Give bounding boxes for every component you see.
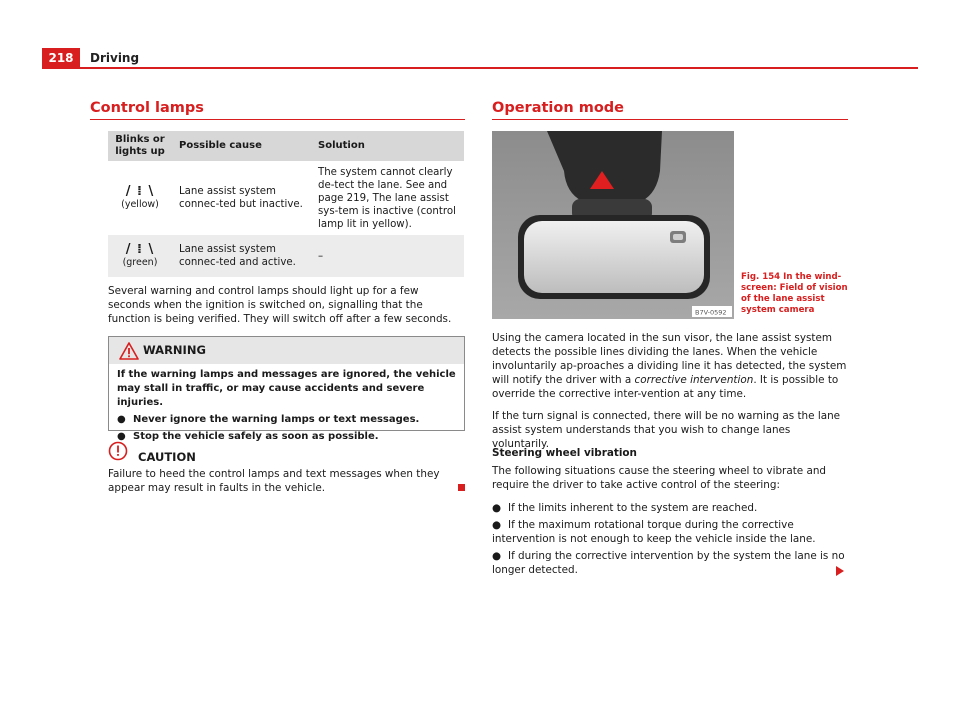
caution-text: Failure to heed the control lamps and text messages when they appear may result in faults in the vehicle. (108, 468, 440, 494)
header-rule (42, 67, 918, 69)
control-lamps-heading-rule (90, 119, 465, 120)
list-item (492, 501, 848, 515)
bullet-dot: ● (117, 431, 126, 442)
warning-title: WARNING (143, 343, 206, 357)
operation-mode-heading: Operation mode (492, 100, 624, 116)
page-number: 218 (42, 48, 80, 68)
control-lamps-table (108, 131, 464, 277)
lamp-color-label: (green) (122, 257, 158, 268)
mirror-camera-figure (492, 131, 734, 319)
operation-paragraph (492, 331, 848, 401)
caution-title: CAUTION (138, 450, 196, 464)
cause-cell: Lane assist system connec-ted but inactive. (172, 161, 311, 235)
corrective-intervention-term: corrective intervention (634, 374, 754, 386)
steering-vibration-paragraph: The following situations cause the steering wheel to vibrate and require the driver to take active control of the steering: (492, 465, 827, 491)
vibration-bullet: If during the corrective intervention by the system the lane is no longer detected. (492, 550, 845, 576)
column-header: Solution (311, 131, 464, 161)
section-title: Driving (90, 51, 140, 65)
lane-assist-lamp-icon: / ⁞ \ (125, 242, 155, 257)
cause-cell: Lane assist system connec-ted and active. (172, 235, 311, 277)
bullet-dot: ● (492, 519, 502, 531)
warning-body (117, 368, 457, 444)
list-item (117, 413, 457, 427)
bullet-dot: ● (117, 414, 126, 425)
figure-code: B7V-0592 (695, 308, 727, 317)
caution-icon (108, 441, 128, 461)
warning-triangle-icon (119, 342, 139, 360)
operation-mode-heading-rule (492, 119, 848, 120)
column-header: Possible cause (172, 131, 311, 161)
section-end-marker (458, 484, 465, 491)
vibration-bullet: If the maximum rotational torque during the corrective intervention is not enough to keep the vehicle inside the lane. (492, 519, 816, 545)
steering-vibration-subheading: Steering wheel vibration (492, 447, 637, 459)
list-item (492, 518, 848, 546)
rearview-mirror-illustration (492, 131, 734, 319)
table-header-row (108, 131, 464, 161)
table-row (108, 161, 464, 235)
list-item (117, 430, 457, 444)
lane-assist-lamp-icon: / ⁞ \ (125, 184, 155, 199)
solution-cell: – (311, 235, 464, 277)
operation-para1-end: . It is possible to override the corrective inter-vention at any time. (492, 374, 839, 400)
list-item (492, 549, 848, 577)
table-row (108, 235, 464, 277)
lamp-color-label: (yellow) (121, 199, 159, 210)
vibration-bullet: If the limits inherent to the system are reached. (508, 502, 758, 514)
turn-signal-paragraph: If the turn signal is connected, there will be no warning as the lane assist system understands that you wish to change lanes voluntarily. (492, 410, 841, 450)
continue-arrow-icon (836, 566, 844, 576)
control-lamps-note: Several warning and control lamps should light up for a few seconds when the ignition is switched on, signalling that the function is being verified. They will switch off after a few seconds. (108, 285, 452, 325)
bullet-dot: ● (492, 550, 502, 562)
warning-box (108, 336, 465, 442)
figure-caption: Fig. 154 In the wind-screen: Field of vision of the lane assist system camera (741, 272, 848, 315)
solution-cell: The system cannot clearly de-tect the lane. See and page 219, The lane assist sys-tem is inactive (control lamp lit in yellow). (311, 161, 464, 235)
column-header: Blinks or lights up (108, 131, 172, 161)
warning-bullet: Stop the vehicle safely as soon as possible. (133, 431, 379, 442)
lamp-cell (108, 161, 172, 235)
operation-para1-start: Using the camera located in the sun visor, the lane assist system detects the possible lines dividing the lanes. When the vehicle involuntarily ap-proaches a dividing line it has detected, the system will notify the driver with a (492, 332, 847, 386)
warning-text: If the warning lamps and messages are ignored, the vehicle may stall in traffic, or may cause accidents and severe injuries. (117, 369, 456, 408)
bullet-dot: ● (492, 502, 502, 514)
warning-bullet: Never ignore the warning lamps or text messages. (133, 414, 420, 425)
lamp-cell (108, 235, 172, 277)
warning-header (109, 337, 464, 364)
control-lamps-heading: Control lamps (90, 100, 204, 116)
